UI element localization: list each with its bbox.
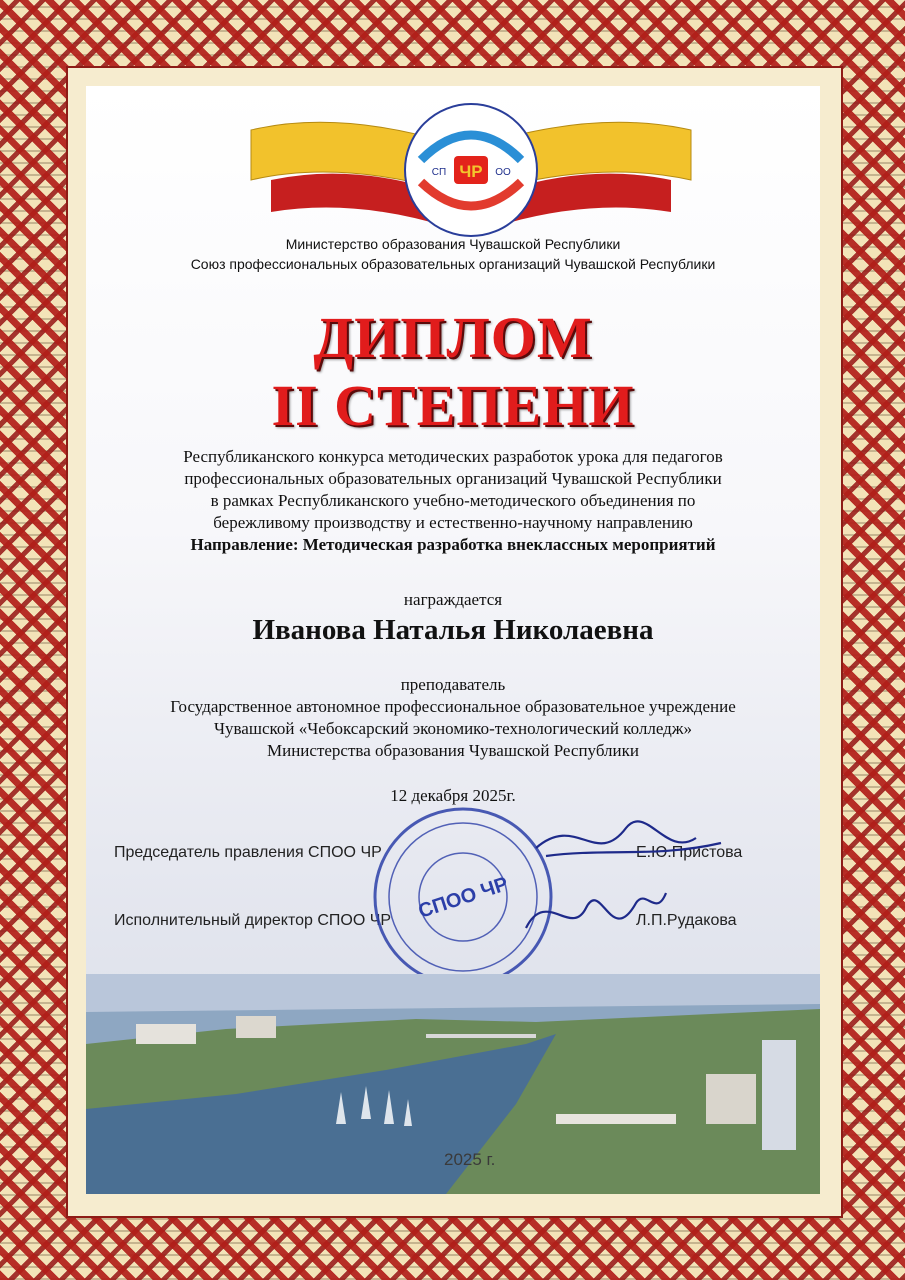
contest-description [86, 446, 820, 556]
institution-line: Чувашской «Чебоксарский экономико-технологический колледж» [213, 719, 693, 738]
diploma-degree: II СТЕПЕНИ [271, 373, 635, 438]
institution-line: Государственное автономное профессиональное образовательное учреждение [170, 697, 736, 716]
contest-direction: Направление: Методическая разработка внеклассных мероприятий [190, 535, 716, 554]
panorama-year: 2025 г. [444, 1150, 496, 1169]
description-line: бережливому производству и естественно-научному направлению [213, 513, 693, 532]
ribbon-logo-banner [246, 100, 696, 240]
director-title: Исполнительный директор СПОО ЧР [114, 912, 392, 929]
institution-line: Министерства образования Чувашской Республики [267, 741, 639, 760]
ministry-name: Министерство образования Чувашской Республики [285, 236, 621, 252]
recipient-name: Иванова Наталья Николаевна [252, 614, 654, 646]
stamp-center-text: СПОО ЧР [415, 873, 511, 923]
logo-right-text: ОО [495, 167, 511, 178]
union-name: Союз профессиональных образовательных организаций Чувашской Республики [190, 256, 716, 272]
description-line: профессиональных образовательных организаций Чувашской Республики [184, 469, 722, 488]
logo-left-text: СП [431, 167, 447, 178]
diploma-title: ДИПЛОМ [313, 305, 593, 370]
awarded-label: награждается [403, 590, 503, 609]
chair-title: Председатель правления СПОО ЧР [114, 844, 382, 861]
handwritten-signatures [516, 808, 726, 958]
director-name: Л.П.Рудакова [636, 912, 737, 929]
logo-center-text: ЧР [459, 162, 483, 181]
chair-name: Е.Ю.Пристова [636, 844, 743, 861]
recipient-role: преподаватель [400, 675, 506, 694]
description-line: Республиканского конкурса методических разработок урока для педагогов [183, 447, 723, 466]
award-date: 12 декабря 2025г. [390, 786, 516, 805]
description-line: в рамках Республиканского учебно-методического объединения по [210, 491, 696, 510]
recipient-position [86, 674, 820, 762]
diploma-content [86, 86, 820, 1194]
